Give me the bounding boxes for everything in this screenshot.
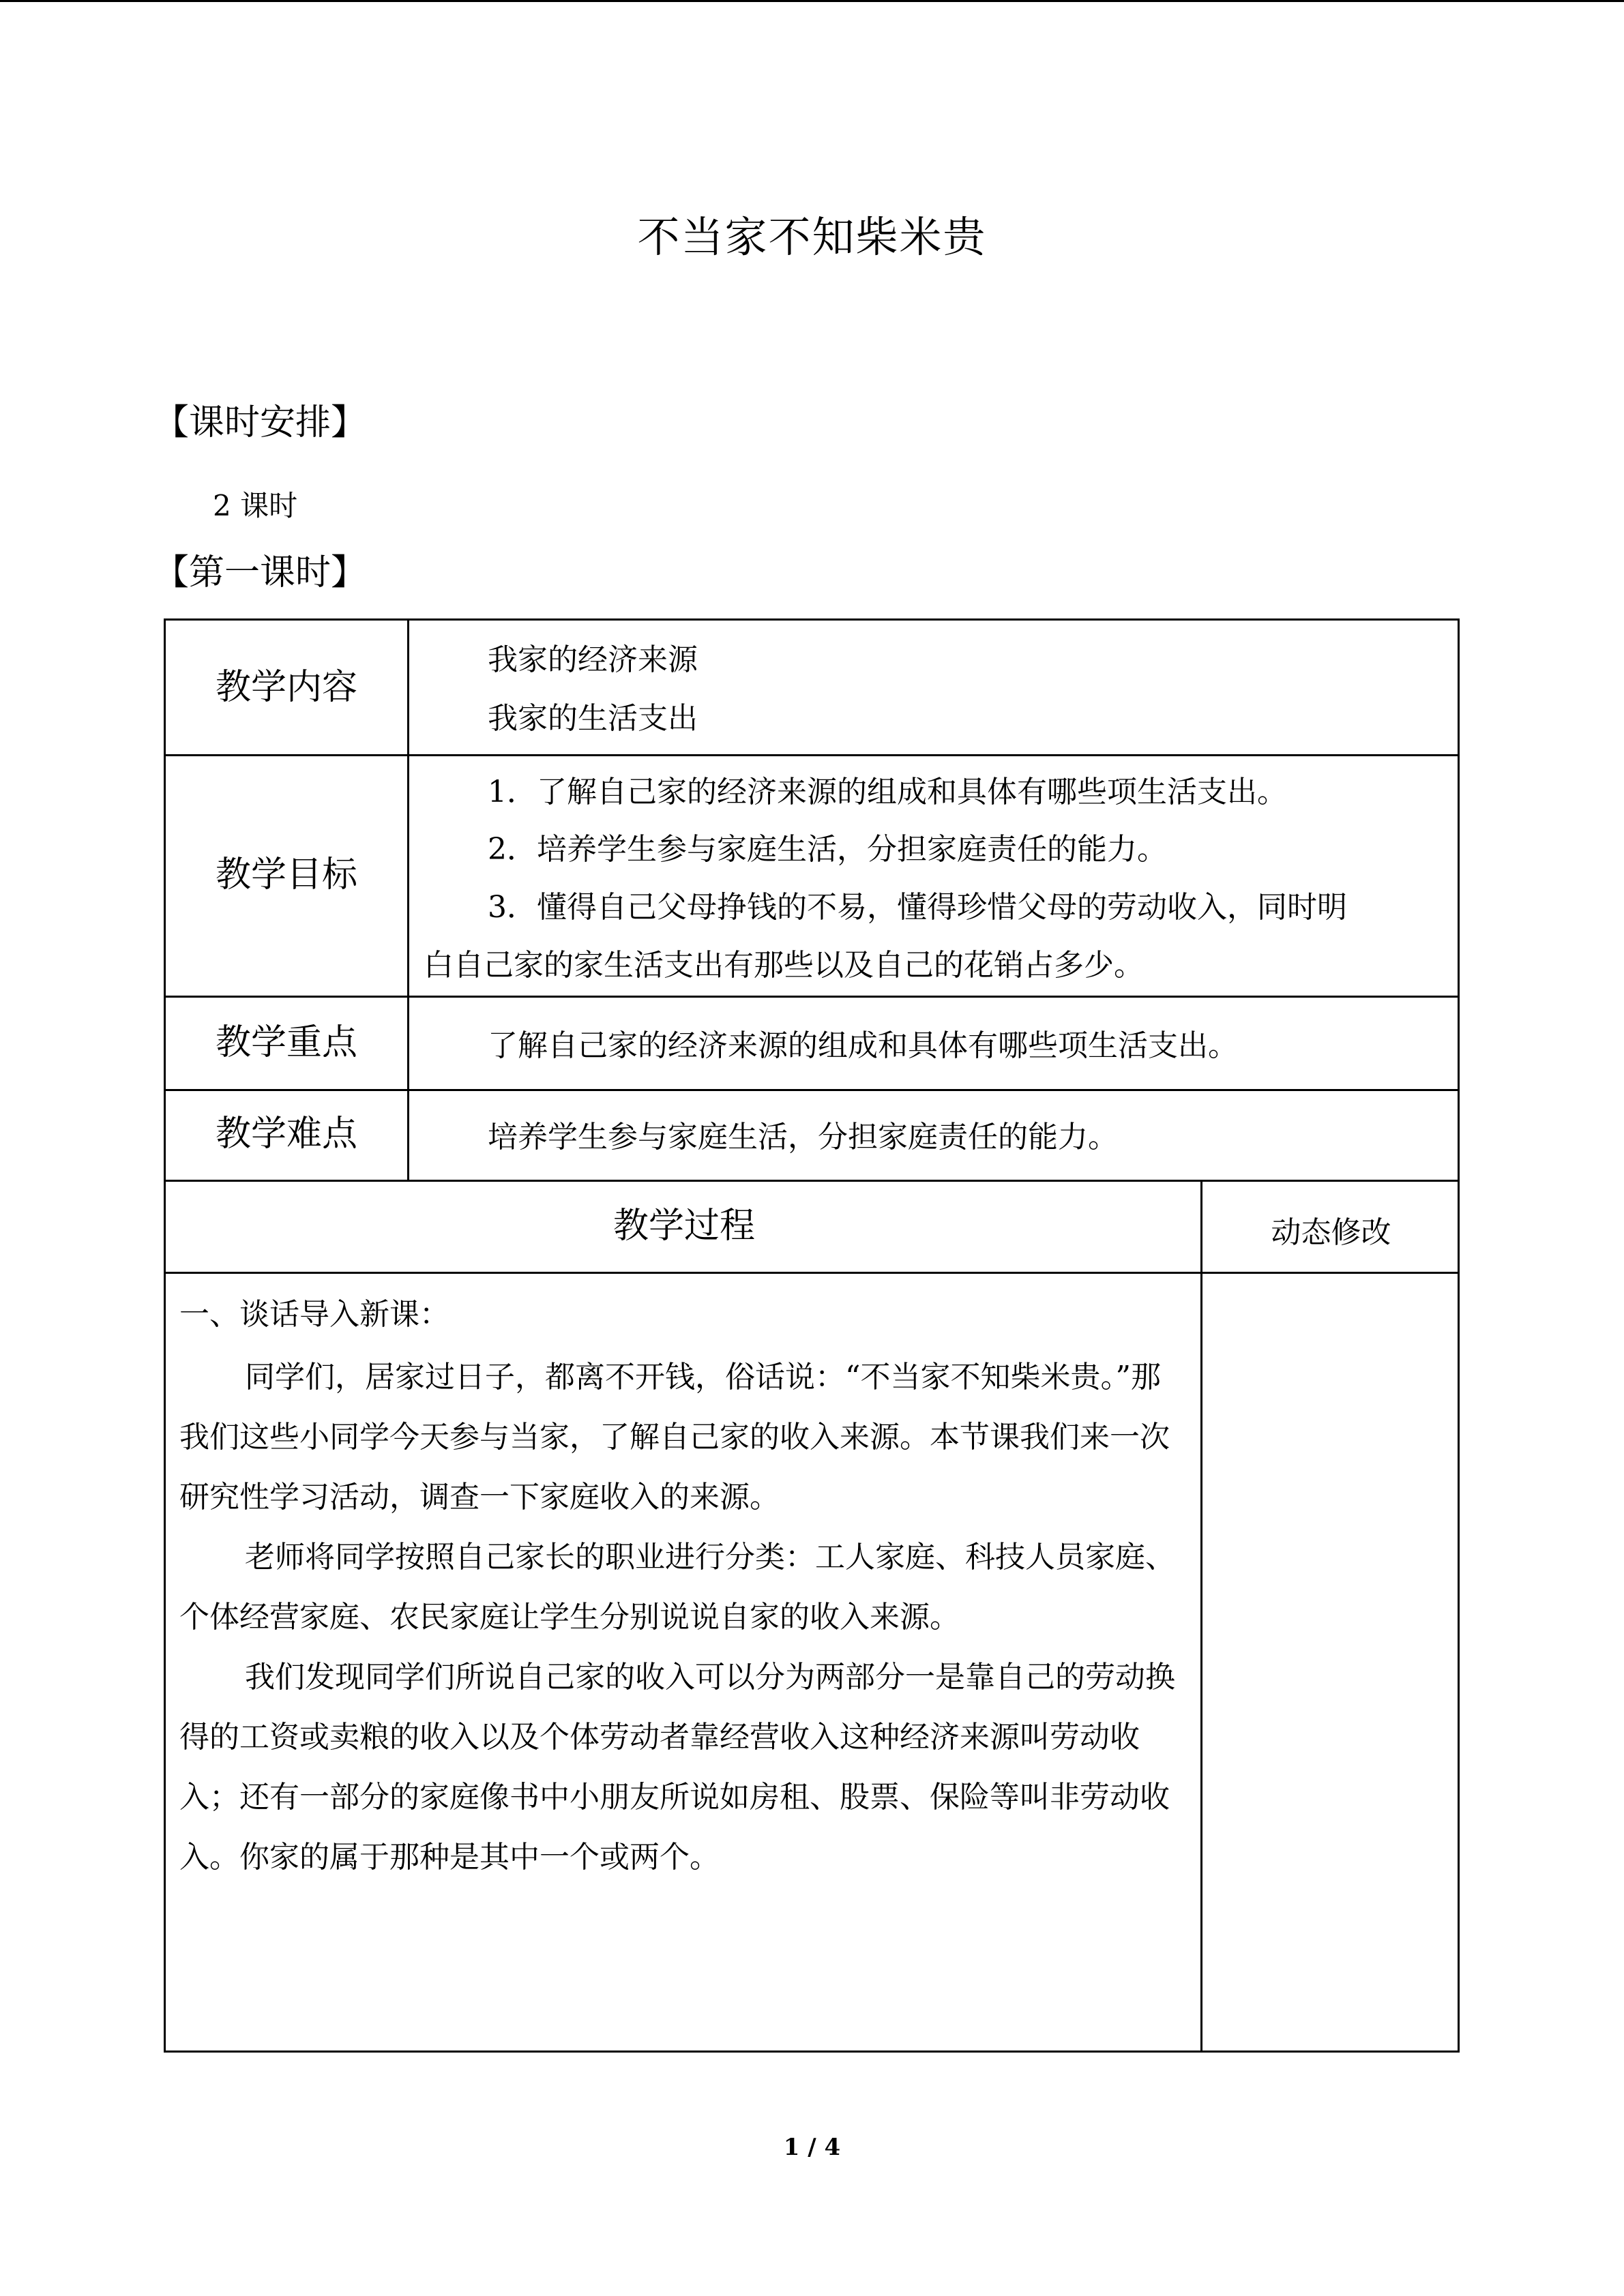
key-points-label: 教学重点 [215, 1022, 357, 1063]
goal-line-4: 白自己家的家生活支出有那些以及自己的花销占多少。 [424, 948, 1144, 983]
process-paragraph: 老师将同学按照自己家长的职业进行分类：工人家庭、科技人员家庭、个体经营家庭、农民家庭让学生分别说说自家的收入来源。 [179, 1540, 1175, 1635]
row-divider [166, 996, 1458, 998]
difficulties-label: 教学难点 [215, 1114, 357, 1154]
process-paragraph: 我们发现同学们所说自己家的收入可以分为两部分一是靠自己的劳动换得的工资或卖粮的收入以及个体劳动者靠经营收入这种经济来源叫劳动收入；还有一部分的家庭像书中小朋友所说如房租、股票、保险等叫非劳动收入。你家的属于那种是其中一个或两个。 [179, 1660, 1175, 1875]
process-heading: 一、谈话导入新课： [179, 1297, 449, 1332]
dynamic-header: 动态修改 [1271, 1215, 1391, 1250]
process-body [179, 1289, 1182, 1888]
page-number: 1 / 4 [783, 2134, 841, 2161]
key-points-text: 了解自己家的经济来源的组成和具体有哪些项生活支出。 [488, 1028, 1238, 1063]
first-lesson-heading: 【第一课时】 [153, 552, 367, 593]
document-title: 不当家不知柴米贵 [637, 212, 987, 262]
difficulties-text: 培养学生参与家庭生活，分担家庭责任的能力。 [488, 1120, 1118, 1154]
content-line-1: 我家的经济来源 [488, 642, 698, 677]
content-label: 教学内容 [215, 667, 357, 708]
content-line-2: 我家的生活支出 [488, 701, 698, 736]
row-divider [166, 1272, 1458, 1274]
dynamic-column-divider [1200, 1180, 1202, 2051]
top-border [0, 0, 1624, 2]
lesson-plan-table [164, 618, 1460, 2053]
arrangement-heading: 【课时安排】 [153, 402, 367, 443]
label-column-divider [407, 621, 409, 1180]
row-divider [166, 1180, 1458, 1182]
row-divider [166, 754, 1458, 756]
goals-label: 教学目标 [215, 854, 357, 895]
process-paragraph: 同学们，居家过日子，都离不开钱，俗话说：“不当家不知柴米贵。”那我们这些小同学今天参与当家，了解自己家的收入来源。本节课我们来一次研究性学习活动，调查一下家庭收入的来源。 [179, 1360, 1170, 1515]
process-header: 教学过程 [612, 1206, 755, 1247]
goal-line-2: 2．培养学生参与家庭生活，分担家庭责任的能力。 [488, 832, 1167, 867]
goal-line-1: 1．了解自己家的经济来源的组成和具体有哪些项生活支出。 [488, 775, 1287, 809]
arrangement-value: 2 课时 [213, 489, 298, 522]
goal-line-3: 3．懂得自己父母挣钱的不易，懂得珍惜父母的劳动收入，同时明 [488, 890, 1347, 925]
row-divider [166, 1089, 1458, 1091]
